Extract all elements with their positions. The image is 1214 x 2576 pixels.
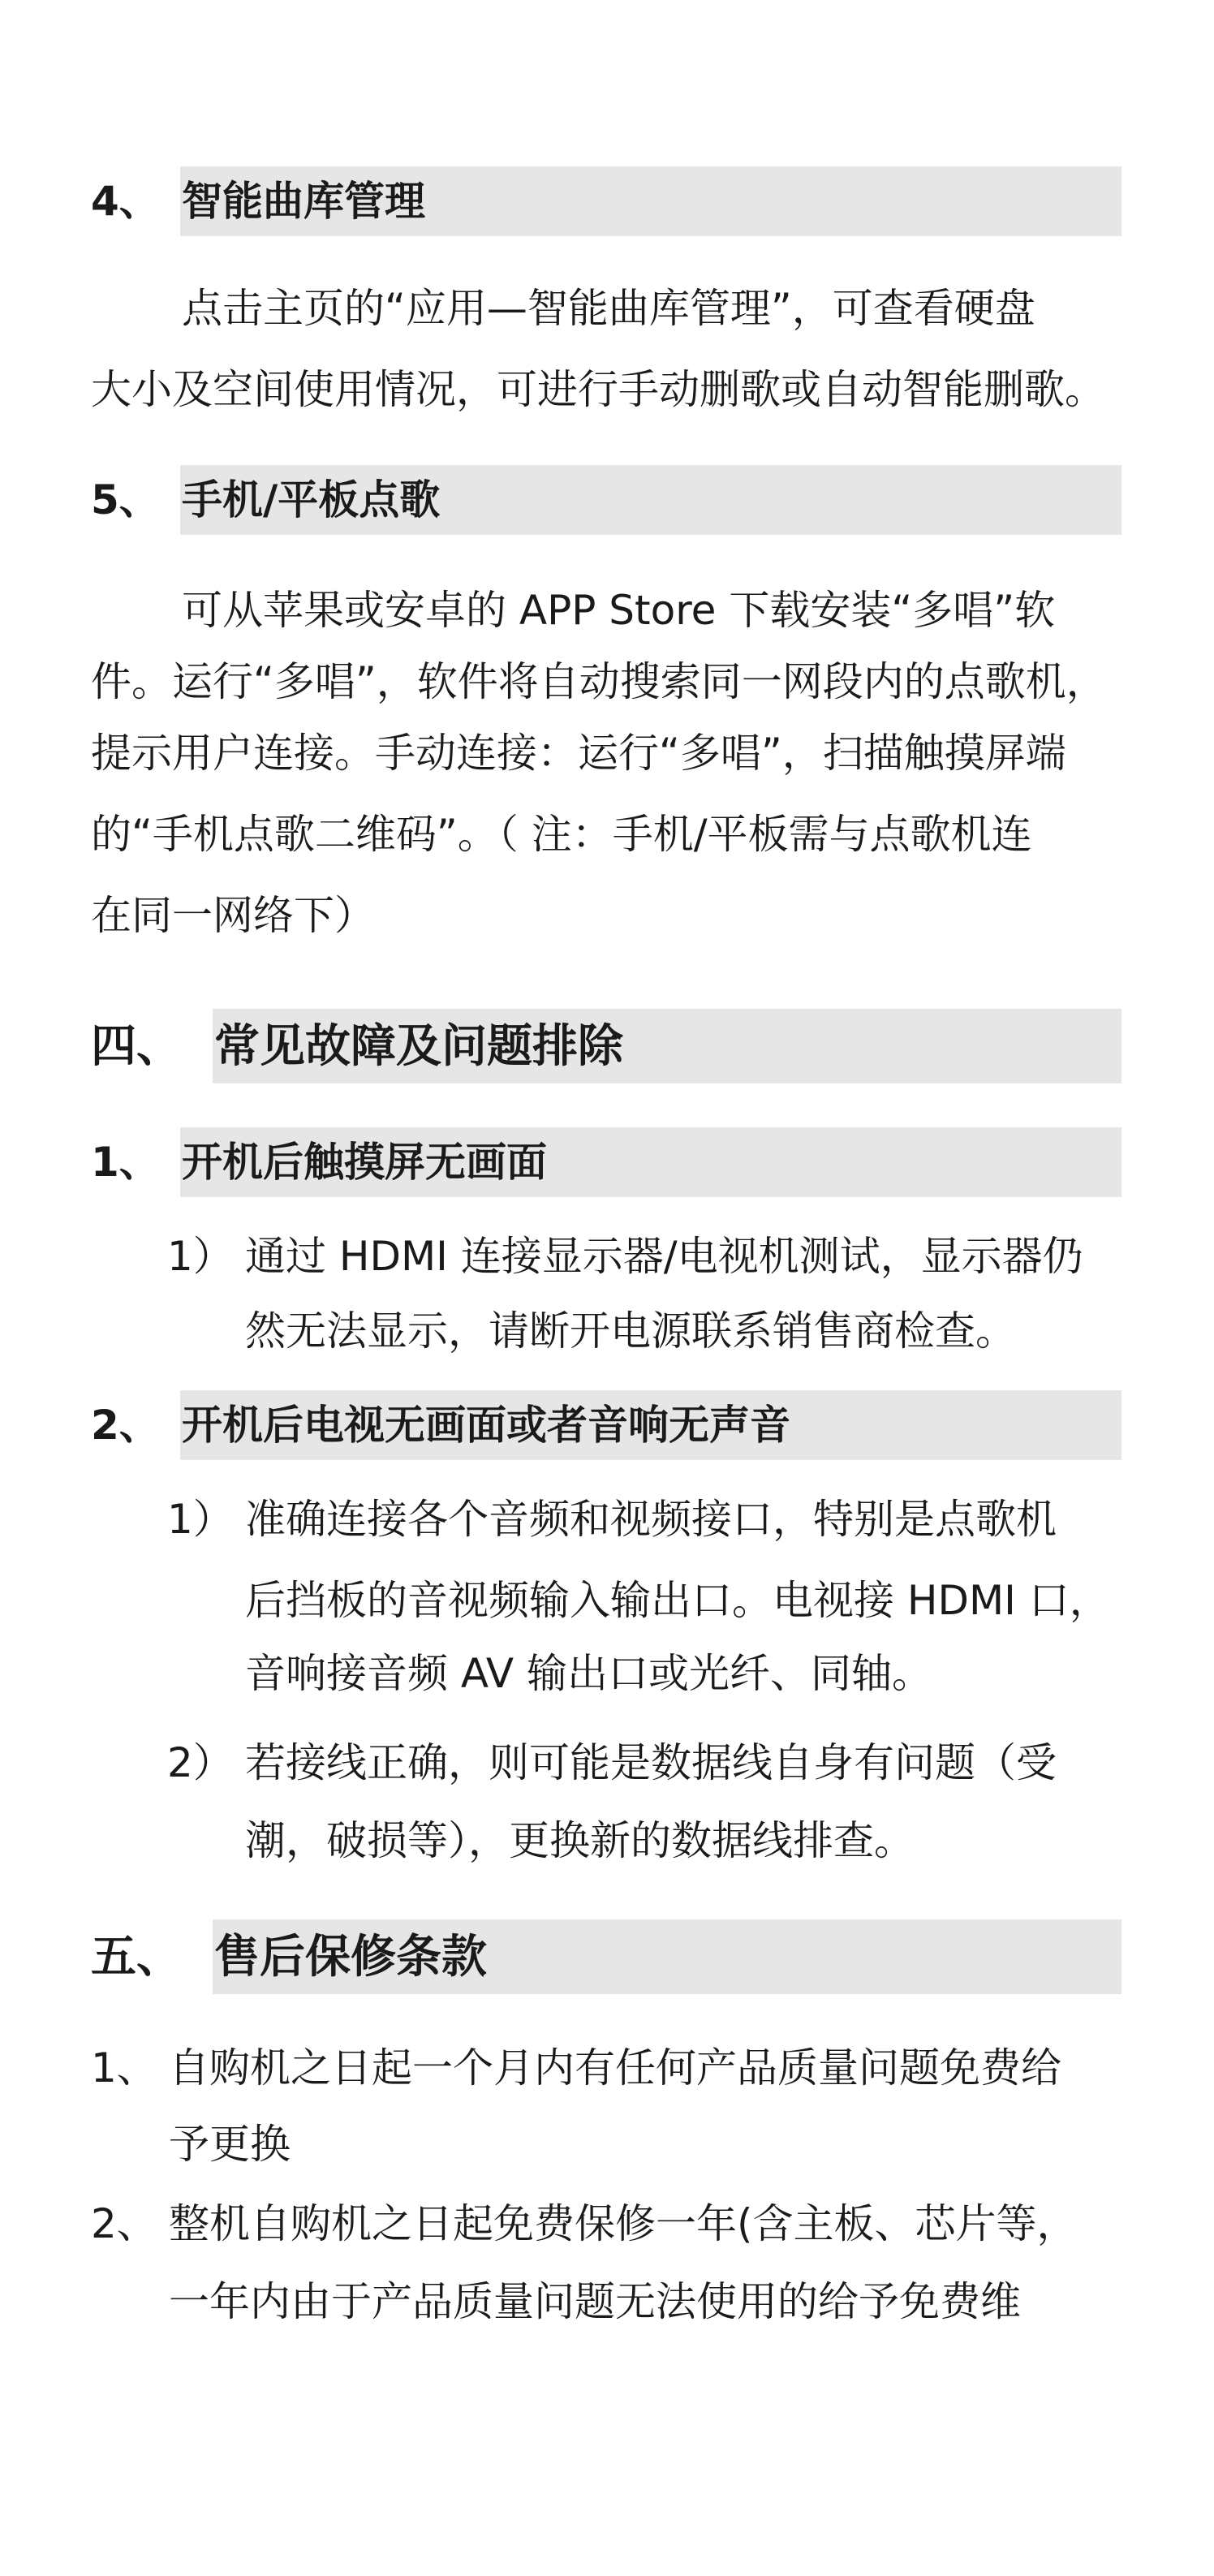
major-4-item-2-point-2-line-1: 若接线正确，则可能是数据线自身有问题（受 <box>245 1739 1057 1786</box>
major-5-item-1-line-2: 予更换 <box>169 2121 291 2168</box>
major-5-item-1-line-1: 自购机之日起一个月内有任何产品质量问题免费给 <box>169 2044 1061 2091</box>
major-5-number: 五、 <box>91 1931 182 1984</box>
major-4-item-1-title: 开机后触摸屏无画面 <box>182 1139 547 1186</box>
section-5-body-line-5: 在同一网络下） <box>91 892 375 939</box>
section-5-body-line-2: 件。运行“多唱”，软件将自动搜索同一网段内的点歌机， <box>91 658 1107 705</box>
section-5-number: 5、 <box>91 476 160 523</box>
section-4-title: 智能曲库管理 <box>182 178 425 225</box>
section-4-body-line-1: 点击主页的“应用—智能曲库管理”，可查看硬盘 <box>182 285 1035 332</box>
section-4-number: 4、 <box>91 178 160 225</box>
major-4-item-1-point-1-line-1: 通过 HDMI 连接显示器/电视机测试，显示器仍 <box>245 1233 1083 1280</box>
section-5-body-line-4: 的“手机点歌二维码”。（ 注：手机/平板需与点歌机连 <box>91 811 1032 858</box>
major-4-item-1-point-1-line-2: 然无法显示，请断开电源联系销售商检查。 <box>245 1307 1016 1355</box>
major-4-item-2-point-1-line-2: 后挡板的音视频输入输出口。电视接 HDMI 口， <box>245 1577 1110 1624</box>
major-4-item-2-point-2-line-2: 潮，破损等），更换新的数据线排查。 <box>245 1817 915 1864</box>
section-4-body-line-2: 大小及空间使用情况，可进行手动删歌或自动智能删歌。 <box>91 366 1105 413</box>
major-4-item-2-point-1-line-1: 准确连接各个音频和视频接口，特别是点歌机 <box>245 1496 1057 1543</box>
major-5-item-1-marker: 1、 <box>91 2044 157 2091</box>
major-4-item-2-point-1-marker: 1） <box>167 1496 234 1543</box>
major-4-item-2-point-2-marker: 2） <box>167 1739 234 1786</box>
section-5-title: 手机/平板点歌 <box>182 476 441 523</box>
major-4-item-1-point-1-marker: 1） <box>167 1233 234 1280</box>
section-5-body-line-1: 可从苹果或安卓的 APP Store 下载安装“多唱”软 <box>182 587 1056 634</box>
major-4-item-1-number: 1、 <box>91 1139 160 1186</box>
major-4-title: 常见故障及问题排除 <box>214 1020 623 1073</box>
major-5-item-2-marker: 2、 <box>91 2200 157 2247</box>
major-5-item-2-line-1: 整机自购机之日起免费保修一年(含主板、芯片等， <box>169 2200 1078 2247</box>
major-5-item-2-line-2: 一年内由于产品质量问题无法使用的给予免费维 <box>169 2278 1021 2325</box>
section-5-body-line-3: 提示用户连接。手动连接：运行“多唱”，扫描触摸屏端 <box>91 730 1066 777</box>
major-4-number: 四、 <box>91 1020 182 1073</box>
major-4-item-2-point-1-line-3: 音响接音频 AV 输出口或光纤、同轴。 <box>245 1650 932 1697</box>
major-4-item-2-title: 开机后电视无画面或者音响无声音 <box>182 1402 790 1449</box>
major-4-item-2-number: 2、 <box>91 1402 160 1449</box>
major-5-title: 售后保修条款 <box>214 1931 487 1984</box>
